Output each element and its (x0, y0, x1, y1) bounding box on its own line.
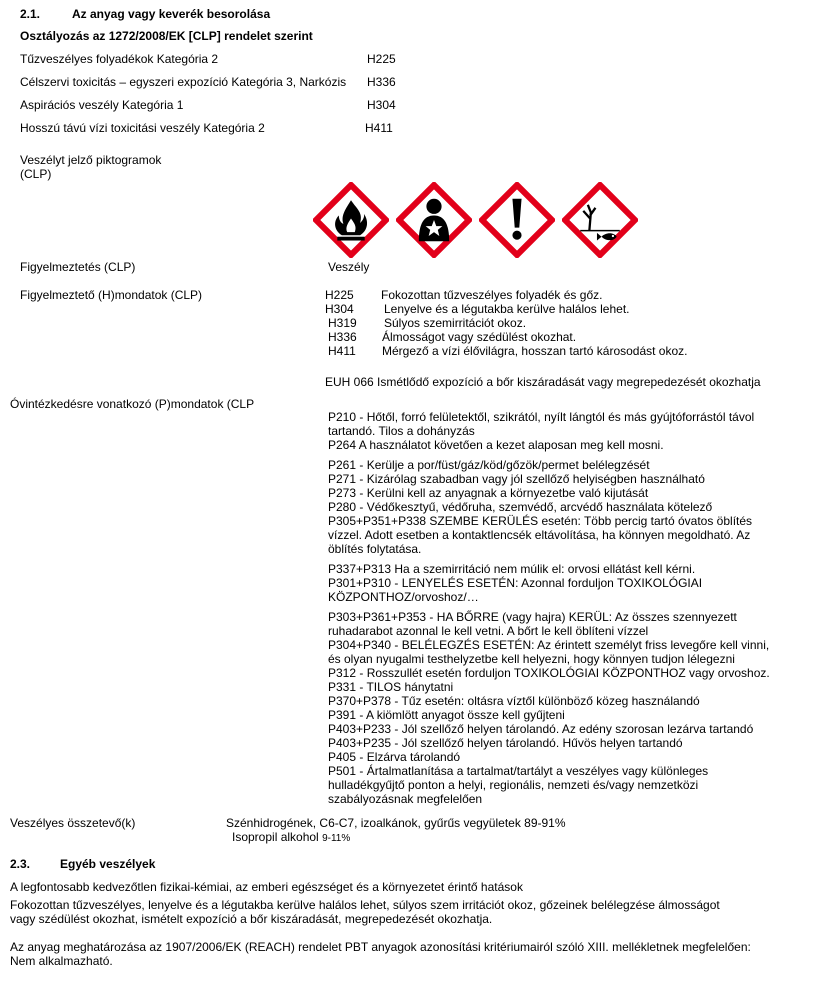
euh-statement: EUH 066 Ismétlődő expozíció a bőr kiszáradását vagy megrepedezését okozhatja (325, 375, 761, 389)
classification-code: H336 (367, 75, 396, 89)
paragraph: vagy szédülést okozhat, ismételt expozíció a bőr kiszáradását, megrepedezését okozhatja. (10, 912, 493, 926)
precautionary-line: tartandó. Tilos a dohányzás (328, 424, 475, 438)
exclamation-pictogram (479, 182, 555, 258)
section-title: Egyéb veszélyek (60, 857, 156, 871)
signal-word-value: Veszély (328, 260, 370, 274)
precautionary-line: P370+P378 - Tűz esetén: oltásra víztől különböző közeg használandó (328, 694, 700, 708)
precautionary-label: Óvintézkedésre vonatkozó (P)mondatok (CLP (10, 397, 255, 411)
paragraph: Fokozottan tűzveszélyes, lenyelve és a légutakba kerülve halálos lehet, súlyos szem irritációt okoz, gőzeinek belélegzése álmosságot (10, 898, 720, 912)
precautionary-line: P273 - Kerülni kell az anyagnak a környezetbe való kijutását (328, 486, 649, 500)
hazard-statements-label: Figyelmeztető (H)mondatok (CLP) (20, 288, 203, 302)
classification-code: H411 (365, 121, 393, 135)
section-number: 2.3. (10, 857, 31, 871)
component-line: Szénhidrogének, C6-C7, izoalkánok, gyűrűs vegyületek 89-91% (226, 816, 566, 830)
hazard-text: Mérgező a vízi élővilágra, hosszan tartó károsodást okoz. (382, 344, 688, 358)
hazard-text: Fokozottan tűzveszélyes folyadék és gőz. (381, 288, 603, 302)
hazard-text: Súlyos szemirritációt okoz. (384, 316, 527, 330)
hazard-code: H411 (328, 344, 356, 358)
flame-pictogram (313, 182, 389, 258)
environment-pictogram (562, 182, 638, 258)
hazard-text: Álmosságot vagy szédülést okozhat. (382, 330, 577, 344)
precautionary-line: P403+P235 - Jól szellőző helyen tárolandó. Hűvös helyen tartandó (328, 736, 683, 750)
precautionary-line: P501 - Ártalmatlanítása a tartalmat/tartályt a veszélyes vagy különleges (328, 764, 709, 778)
precautionary-line: P403+P233 - Jól szellőző helyen tárolandó. Az edény szorosan lezárva tartandó (328, 722, 754, 736)
precautionary-line: P391 - A kiömlött anyagot össze kell gyűjteni (328, 708, 565, 722)
section-number: 2.1. (20, 7, 41, 21)
health-hazard-pictogram (396, 182, 472, 258)
classification-label: Célszervi toxicitás – egyszeri expozíció Kategória 3, Narkózis (20, 75, 347, 89)
component-percent: 9-11% (322, 833, 351, 844)
classification-label: Tűzveszélyes folyadékok Kategória 2 (20, 52, 219, 66)
classification-label: Aspirációs veszély Kategória 1 (20, 98, 184, 112)
section-title: Az anyag vagy keverék besorolása (72, 7, 271, 21)
precautionary-line: P303+P361+P353 - HA BŐRRE (vagy hajra) KERÜL: Az összes szennyezett (328, 610, 737, 624)
pictogram-label: Veszélyt jelző piktogramok (20, 153, 162, 167)
precautionary-line: KÖZPONTHOZ/orvoshoz/… (328, 590, 479, 604)
precautionary-line: P210 - Hőtől, forró felületektől, szikrától, nyílt lángtól és más gyújtóforrástól távol (328, 410, 755, 424)
precautionary-line: P301+P310 - LENYELÉS ESETÉN: Azonnal forduljon TOXIKOLÓGIAI (328, 576, 703, 590)
precautionary-line: P337+P313 Ha a szemirritáció nem múlik el: orvosi ellátást kell kérni. (328, 562, 696, 576)
paragraph: Az anyag meghatározása az 1907/2006/EK (REACH) rendelet PBT anyagok azonosítási kritériumairól szóló XIII. mellékletnek megfelelően: (10, 940, 751, 954)
precautionary-line: P304+P340 - BELÉLEGZÉS ESETÉN: Az érintett személyt friss levegőre kell vinni, (328, 638, 770, 652)
signal-word-label: Figyelmeztetés (CLP) (20, 260, 136, 274)
precautionary-line: P271 - Kizárólag szabadban vagy jól szellőző helyiségben használható (328, 472, 705, 486)
precautionary-line: P312 - Rosszullét esetén forduljon TOXIKOLÓGIAI KÖZPONTHOZ vagy orvoshoz. (328, 666, 770, 680)
section-subtitle: Osztályozás az 1272/2008/EK [CLP] rendelet szerint (20, 29, 313, 43)
precautionary-line: P405 - Elzárva tárolandó (328, 750, 461, 764)
precautionary-line: öblítés folytatása. (328, 542, 422, 556)
precautionary-line: és olyan nyugalmi testhelyzetbe kell helyezni, hogy könnyen tudjon lélegezni (328, 652, 735, 666)
classification-code: H304 (367, 98, 396, 112)
component-line (232, 830, 350, 846)
precautionary-line: P261 - Kerülje a por/füst/gáz/köd/gőzök/permet belélegzését (328, 458, 650, 472)
hazard-code: H225 (325, 288, 354, 302)
precautionary-line: vízzel. Adott esetben a kontaktlencsék eltávolítása, ha könnyen megoldható. Az (328, 528, 751, 542)
paragraph: Nem alkalmazható. (10, 954, 113, 968)
hazard-text: Lenyelve és a légutakba kerülve halálos lehet. (384, 302, 630, 316)
hazard-code: H336 (328, 330, 357, 344)
precautionary-line: P305+P351+P338 SZEMBE KERÜLÉS esetén: Több percig tartó óvatos öblítés (328, 514, 753, 528)
precautionary-line: P264 A használatot követően a kezet alaposan meg kell mosni. (328, 438, 664, 452)
precautionary-line: hulladékgyűjtő ponton a helyi, regionális, nemzeti és/vagy nemzetközi (328, 778, 699, 792)
components-label: Veszélyes összetevő(k) (10, 816, 136, 830)
precautionary-line: ruhadarabot azonnal le kell vetni. A bőrt le kell öblíteni vízzel (328, 624, 649, 638)
hazard-code: H304 (325, 302, 354, 316)
component-name: Isopropil alkohol (232, 830, 319, 844)
hazard-code: H319 (328, 316, 357, 330)
classification-label: Hosszú távú vízi toxicitási veszély Kategória 2 (20, 121, 265, 135)
precautionary-line: P331 - TILOS hánytatni (328, 680, 454, 694)
precautionary-block (328, 410, 770, 806)
precautionary-line: szabályozásnak megfelelően (328, 792, 483, 806)
precautionary-line: P280 - Védőkesztyű, védőruha, szemvédő, arcvédő használata kötelező (328, 500, 713, 514)
classification-code: H225 (367, 52, 396, 66)
paragraph: A legfontosabb kedvezőtlen fizikai-kémiai, az emberi egészséget és a környezetet érintő hatások (10, 880, 523, 894)
pictogram-label-clp: (CLP) (20, 167, 52, 181)
